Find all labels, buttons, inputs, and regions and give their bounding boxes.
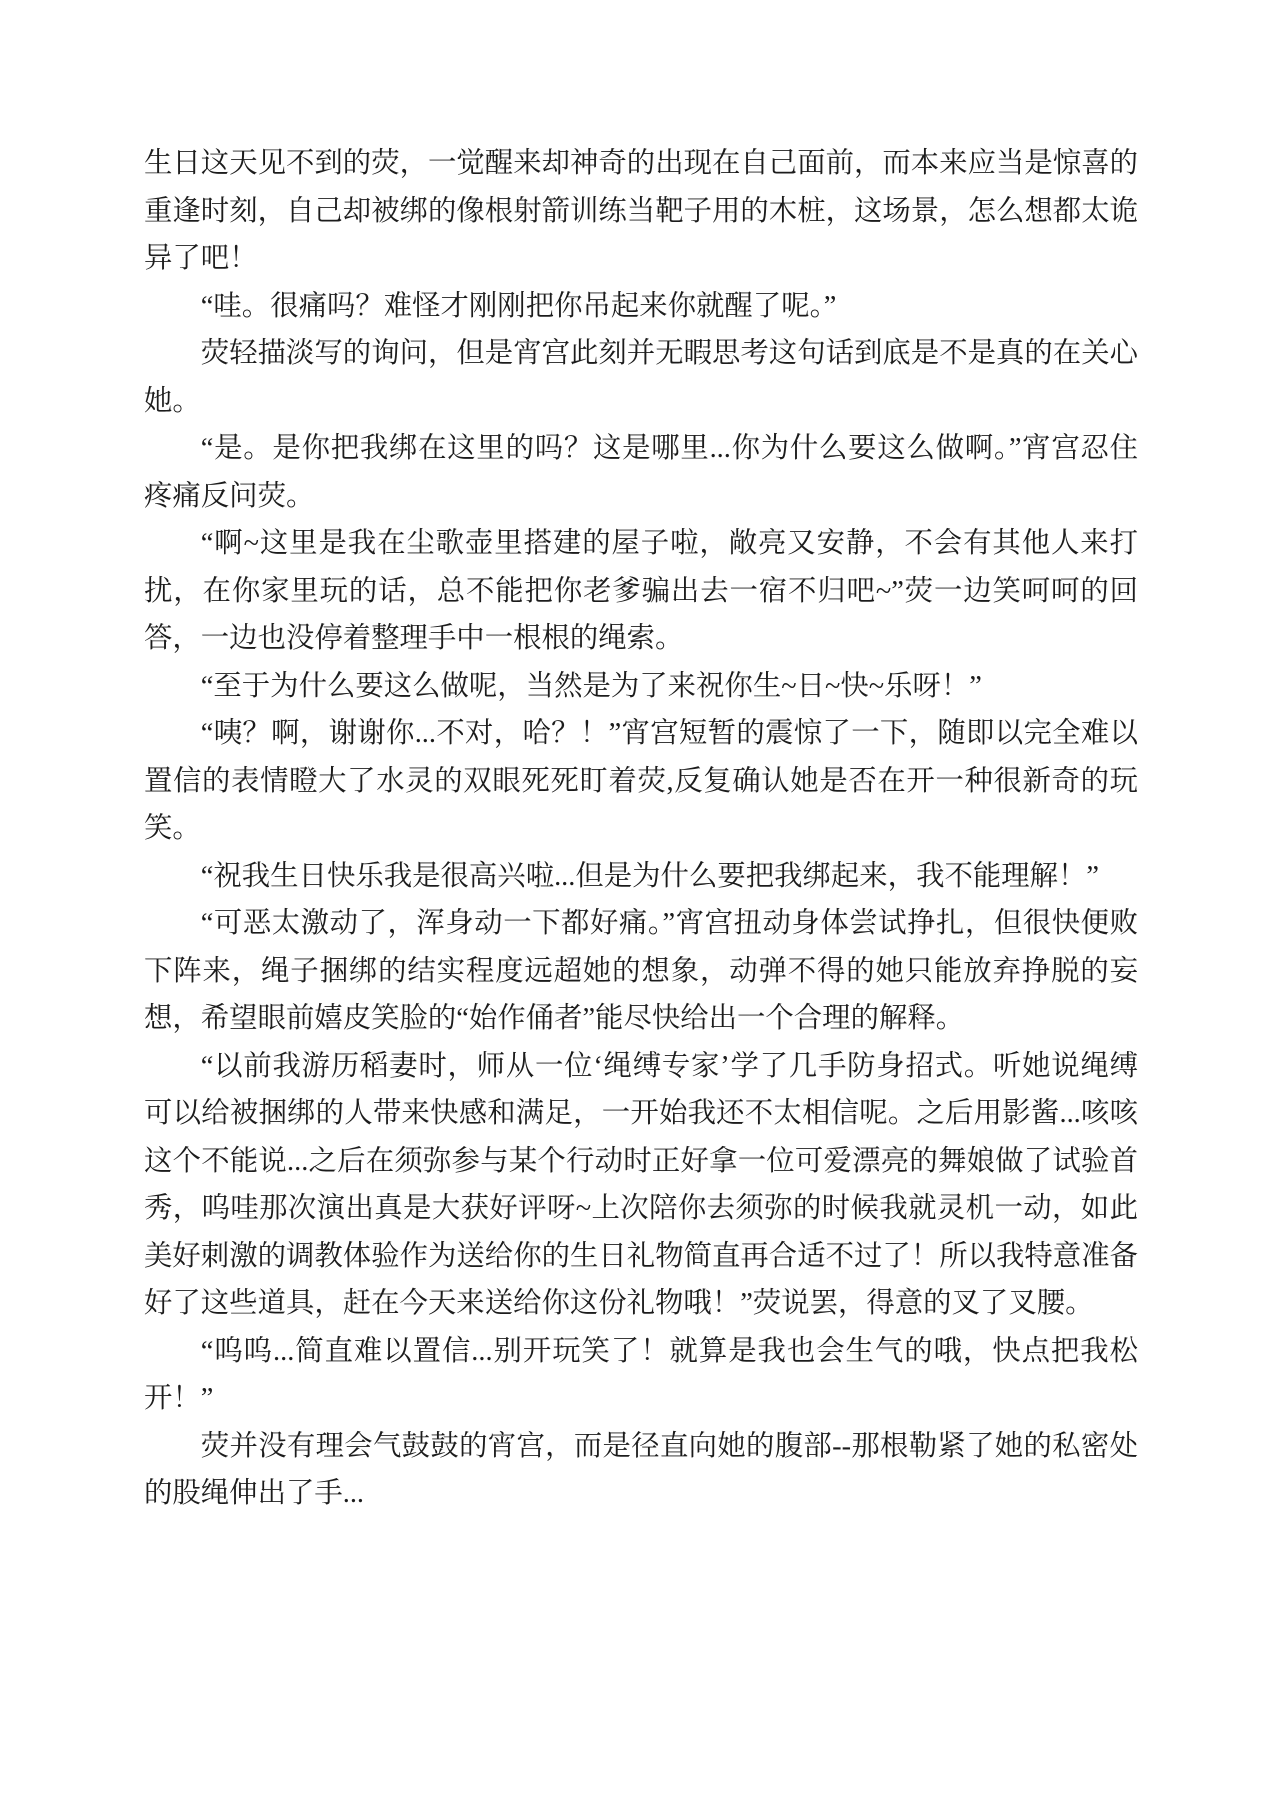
paragraph: “至于为什么要这么做呢，当然是为了来祝你生~日~快~乐呀！”	[200, 670, 982, 702]
paragraph: “可恶太激动了，浑身动一下都好痛。”宵宫扭动身体尝试挣扎，但很快便败下阵来，绳子捆绑的结实程度远超她的想象，动弹不得的她只能放弃挣脱的妄想，希望眼前嬉皮笑脸的“始作俑者”能尽快给出一个合理的解释。	[144, 908, 1138, 1034]
paragraph: 生日这天见不到的荧，一觉醒来却神奇的出现在自己面前，而本来应当是惊喜的重逢时刻，自己却被绑的像根射箭训练当靶子用的木桩，这场景，怎么想都太诡异了吧！	[144, 148, 1138, 274]
paragraph: “是。是你把我绑在这里的吗？这是哪里...你为什么要这么做啊。”宵宫忍住疼痛反问荧。	[144, 433, 1138, 512]
paragraph: “祝我生日快乐我是很高兴啦...但是为什么要把我绑起来，我不能理解！”	[200, 860, 1100, 892]
paragraph: “以前我游历稻妻时，师从一位‘绳缚专家’学了几手防身招式。听她说绳缚可以给被捆绑的人带来快感和满足，一开始我还不太相信呢。之后用影酱...咳咳这个不能说...之后在须弥参与某个行动时正好拿一位可爱漂亮的舞娘做了试验首秀，呜哇那次演出真是大获好评呀~上次陪你去须弥的时候我就灵机一动，如此美好刺激的调教体验作为送给你的生日礼物简直再合适不过了！所以我特意准备好了这些道具，赶在今天来送给你这份礼物哦！”荧说罢，得意的叉了叉腰。	[144, 1050, 1138, 1319]
paragraph: “哇。很痛吗？难怪才刚刚把你吊起来你就醒了呢。”	[200, 290, 837, 322]
paragraph: 荧轻描淡写的询问，但是宵宫此刻并无暇思考这句话到底是不是真的在关心她。	[144, 338, 1138, 417]
document-text-block	[144, 140, 1138, 1518]
paragraph: 荧并没有理会气鼓鼓的宵宫，而是径直向她的腹部--那根勒紧了她的私密处的股绳伸出了手...	[144, 1430, 1138, 1509]
paragraph: “啊~这里是我在尘歌壶里搭建的屋子啦，敞亮又安静，不会有其他人来打扰，在你家里玩的话，总不能把你老爹骗出去一宿不归吧~”荧一边笑呵呵的回答，一边也没停着整理手中一根根的绳索。	[144, 528, 1138, 654]
paragraph: “咦？啊，谢谢你...不对，哈？！”宵宫短暂的震惊了一下，随即以完全难以置信的表情瞪大了水灵的双眼死死盯着荧,反复确认她是否在开一种很新奇的玩笑。	[144, 718, 1138, 844]
paragraph: “呜呜...简直难以置信...别开玩笑了！就算是我也会生气的哦，快点把我松开！”	[144, 1335, 1138, 1414]
